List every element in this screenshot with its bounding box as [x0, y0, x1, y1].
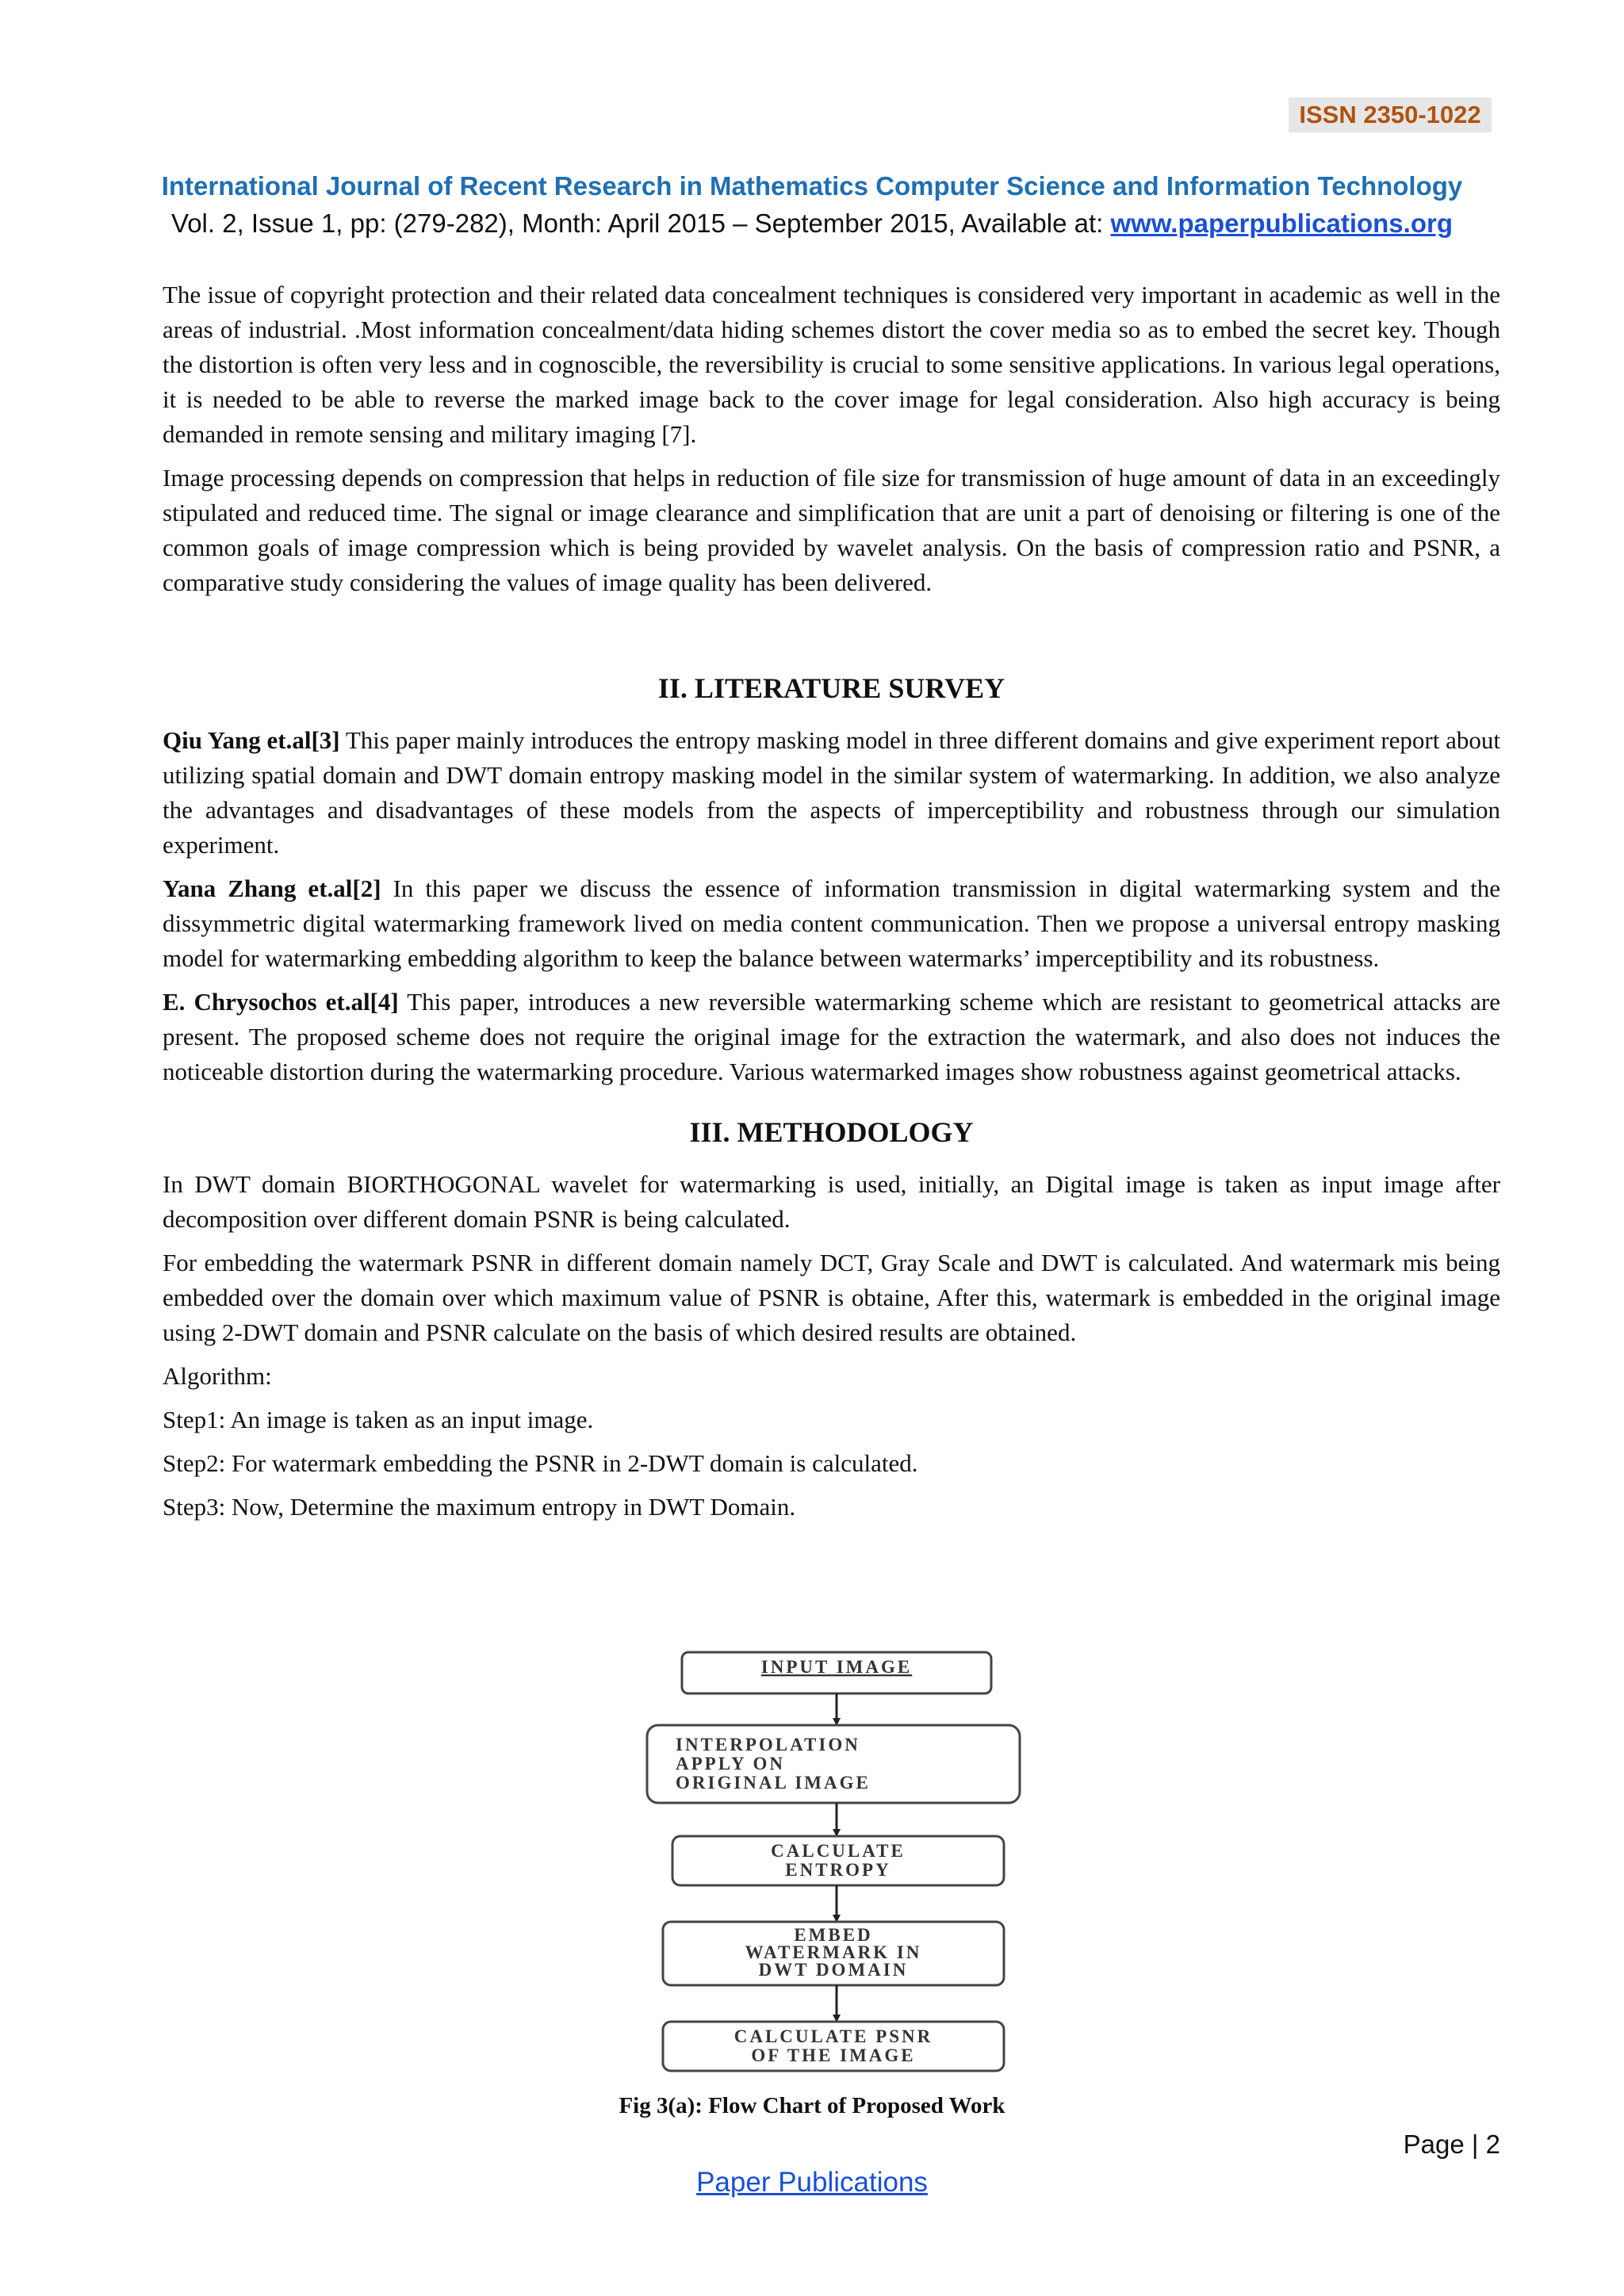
volume-info: Vol. 2, Issue 1, pp: (279-282), Month: April 2015 – September 2015, Available at: [171, 209, 1111, 238]
issn-badge: ISSN 2350-1022 [1289, 98, 1492, 132]
methodology-paragraph: For embedding the watermark PSNR in different domain namely DCT, Gray Scale and DWT is calculated. And watermark mis being embedded over the domain over which maximum value of PSNR is obtaine, After this, watermark is embedded in the original image using 2-DWT domain and PSNR calculate on the basis of which desired results are obtained. [163, 1249, 1500, 1346]
flowchart [634, 1649, 1031, 2077]
flow-box-label: EMBED [794, 1925, 873, 1945]
flow-box-label: OF THE IMAGE [751, 2045, 916, 2065]
algorithm-step: Step1: An image is taken as an input image. [163, 1406, 594, 1433]
literature-entry [163, 985, 1500, 1089]
flow-box-label: ORIGINAL IMAGE [676, 1773, 871, 1793]
flowchart-diagram [634, 1649, 1031, 2077]
entry-author: Qiu Yang et.al[3] [163, 726, 340, 754]
literature-entry [163, 723, 1500, 863]
literature-entry [163, 871, 1500, 976]
literature-heading: II. LITERATURE SURVEY [657, 672, 1005, 704]
page-number: Page | 2 [1403, 2130, 1500, 2159]
methodology-heading: III. METHODOLOGY [689, 1116, 974, 1148]
flow-box-label: INPUT IMAGE [760, 1657, 913, 1677]
entry-text: This paper mainly introduces the entropy masking model in three different domains and give experiment report about utilizing spatial domain and DWT domain entropy masking model in the similar system of watermarking. In addition, we also analyze the advantages and disadvantages of these models from the aspects of imperceptibility and robustness through our simulation experiment. [163, 726, 1500, 859]
website-link[interactable]: www.paperpublications.org [1110, 209, 1453, 238]
flow-box-label: DWT DOMAIN [758, 1960, 909, 1980]
entry-text: In this paper we discuss the essence of information transmission in digital watermarking system and the dissymmetric digital watermarking framework lived on media content communication. Then we propose a universal entropy masking model for watermarking embedding algorithm to keep the balance between watermarks’ imperceptibility and its robustness. [163, 874, 1500, 972]
flow-box-label: WATERMARK IN [745, 1942, 922, 1962]
entry-author: E. Chrysochos et.al[4] [163, 988, 399, 1016]
flow-box-label: INTERPOLATION [676, 1735, 860, 1755]
intro-paragraph: Image processing depends on compression that helps in reduction of file size for transmission of huge amount of data in an exceedingly stipulated and reduced time. The signal or image clearance and simplification that are unit a part of denoising or filtering is one of the common goals of image compression which is being provided by wavelet analysis. On the basis of compression ratio and PSNR, a comparative study considering the values of image quality has been delivered. [163, 464, 1500, 596]
flow-box-label: CALCULATE PSNR [733, 2026, 933, 2046]
methodology-paragraph: In DWT domain BIORTHOGONAL wavelet for watermarking is used, initially, an Digital image is taken as input image after decomposition over different domain PSNR is being calculated. [163, 1170, 1500, 1233]
figure-caption: Fig 3(a): Flow Chart of Proposed Work [619, 2093, 1005, 2118]
algorithm-label: Algorithm: [163, 1362, 272, 1390]
entry-author: Yana Zhang et.al[2] [163, 874, 381, 902]
volume-line [0, 209, 1624, 239]
algorithm-step: Step3: Now, Determine the maximum entropy in DWT Domain. [163, 1493, 796, 1521]
flow-box-label: APPLY ON [676, 1754, 785, 1774]
footer-link[interactable]: Paper Publications [696, 2167, 928, 2198]
algorithm-step: Step2: For watermark embedding the PSNR in 2-DWT domain is calculated. [163, 1449, 918, 1477]
intro-section [163, 277, 1500, 609]
journal-title: International Journal of Recent Research in Mathematics Computer Science and Information Technology [161, 171, 1463, 201]
flow-box-label: ENTROPY [785, 1860, 891, 1880]
entry-text: This paper, introduces a new reversible watermarking scheme which are resistant to geometrical attacks are present. The proposed scheme does not require the original image for the extraction the watermark, and also does not induces the noticeable distortion during the watermarking procedure. Various watermarked images show robustness against geometrical attacks. [163, 988, 1500, 1085]
intro-paragraph: The issue of copyright protection and their related data concealment techniques is considered very important in academic as well in the areas of industrial. .Most information concealment/data hiding schemes distort the cover media so as to embed the secret key. Though the distortion is often very less and in cognoscible, the reversibility is crucial to some sensitive applications. In various legal operations, it is needed to be able to reverse the marked image back to the cover image for legal consideration. Also high accuracy is being demanded in remote sensing and military imaging [7]. [163, 281, 1500, 448]
flow-box-label: CALCULATE [771, 1841, 906, 1861]
main-section [163, 671, 1500, 1533]
